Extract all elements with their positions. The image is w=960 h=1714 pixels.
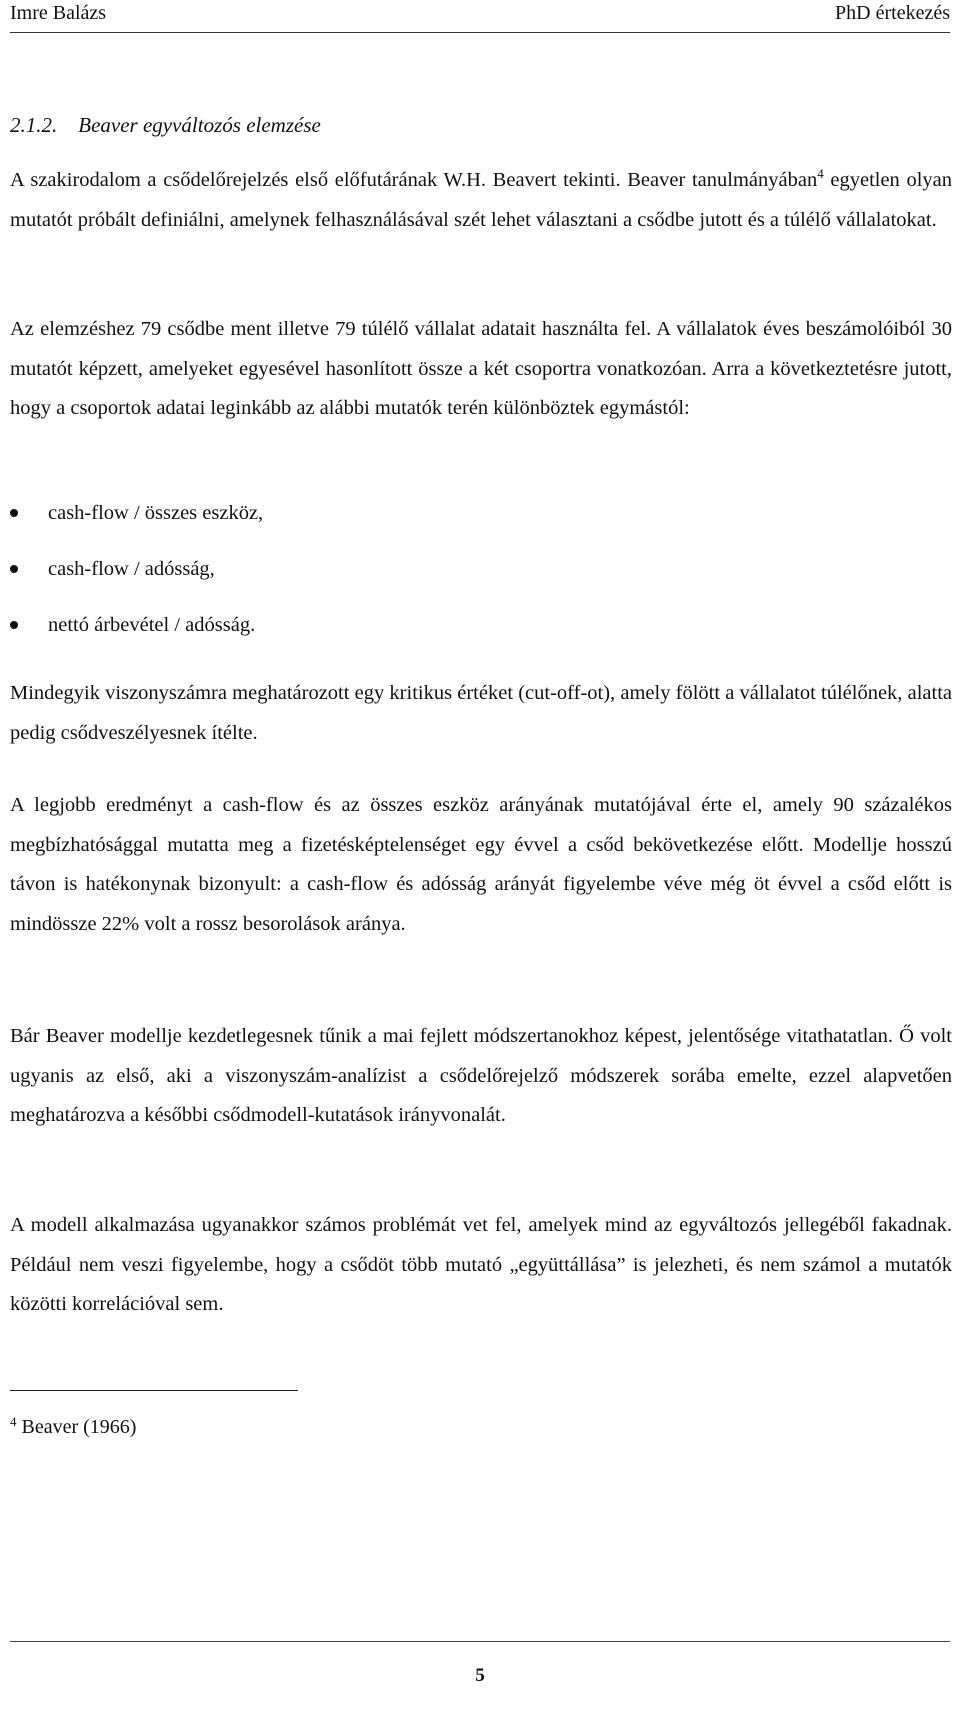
footnote-text: Beaver (1966) bbox=[21, 1416, 137, 1438]
paragraph-intro bbox=[10, 161, 952, 240]
footer-divider bbox=[10, 1641, 950, 1642]
section-title: Beaver egyváltozós elemzése bbox=[78, 113, 321, 137]
list-item bbox=[10, 605, 952, 645]
paragraph-cutoff: Mindegyik viszonyszámra meghatározott egy kritikus értéket (cut-off-ot), amely fölött a vállalatot túlélőnek, alatta pedig csődveszélyesnek ítélte. bbox=[10, 682, 952, 744]
ratio-list bbox=[10, 493, 952, 645]
paragraph-significance: Bár Beaver modellje kezdetlegesnek tűnik a mai fejlett módszertanokhoz képest, jelentősége vitathatatlan. Ő volt ugyanis az első, aki a viszonyszám-analízist a csődelőrejelző módszerek sorába emelte, ezzel alapvetően meghatározva a későbbi csődmodell-kutatások irányvonalát. bbox=[10, 1025, 952, 1126]
list-item-text: nettó árbevétel / adósság. bbox=[48, 614, 256, 636]
footnote bbox=[10, 1414, 136, 1439]
paragraph-intro-text-b: egyetlen olyan mutatót próbált definiálni, amelynek felhasználásával szét lehet választani a csődbe jutott és a túlélő vállalatokat. bbox=[10, 169, 953, 231]
page-header bbox=[0, 0, 960, 30]
list-item bbox=[10, 493, 952, 533]
section-heading bbox=[10, 100, 321, 150]
paragraph-problems: A modell alkalmazása ugyanakkor számos problémát vet fel, amelyek mind az egyváltozós jellegéből fakadnak. Például nem veszi figyelembe, hogy a csődöt több mutató „együttállása” is jelezheti, és nem számol a mutatók közötti korrelációval sem. bbox=[10, 1214, 952, 1315]
bullet-icon bbox=[10, 621, 18, 629]
header-author: Imre Balázs bbox=[10, 2, 107, 24]
paragraph-method: Az elemzéshez 79 csődbe ment illetve 79 túlélő vállalat adatait használta fel. A vállalatok éves beszámolóiból 30 mutatót képzett, amelyeket egyesével hasonlított össze a két csoportra vonatkozóan. Arra a következtetésre jutott, hogy a csoportok adatai leginkább az alábbi mutatók terén különböztek egymástól: bbox=[10, 318, 952, 419]
list-item-text: cash-flow / adósság, bbox=[48, 558, 215, 580]
paragraph-intro-text-a: A szakirodalom a csődelőrejelzés első előfutárának W.H. Beavert tekinti. Beaver tanulmányában bbox=[10, 169, 818, 191]
bullet-icon bbox=[10, 565, 18, 573]
header-divider bbox=[10, 32, 950, 33]
bullet-icon bbox=[10, 509, 18, 517]
footnote-ref[interactable]: 4 bbox=[817, 166, 824, 181]
section-number: 2.1.2. bbox=[10, 113, 58, 137]
header-doc-type: PhD értekezés bbox=[835, 2, 950, 24]
list-item bbox=[10, 549, 952, 589]
list-item-text: cash-flow / összes eszköz, bbox=[48, 502, 264, 524]
footnote-number: 4 bbox=[10, 1414, 17, 1429]
footnote-divider bbox=[10, 1390, 298, 1391]
page-number: 5 bbox=[475, 1665, 485, 1686]
paragraph-results: A legjobb eredményt a cash-flow és az összes eszköz arányának mutatójával érte el, amely 90 százalékos megbízhatósággal mutatta meg a fizetésképtelenséget egy évvel a csőd bekövetkezése előtt. Modellje hosszú távon is hatékonynak bizonyult: a cash-flow és adósság arányát figyelembe véve még öt évvel a csőd előtt is mindössze 22% volt a rossz besorolások aránya. bbox=[10, 794, 952, 935]
